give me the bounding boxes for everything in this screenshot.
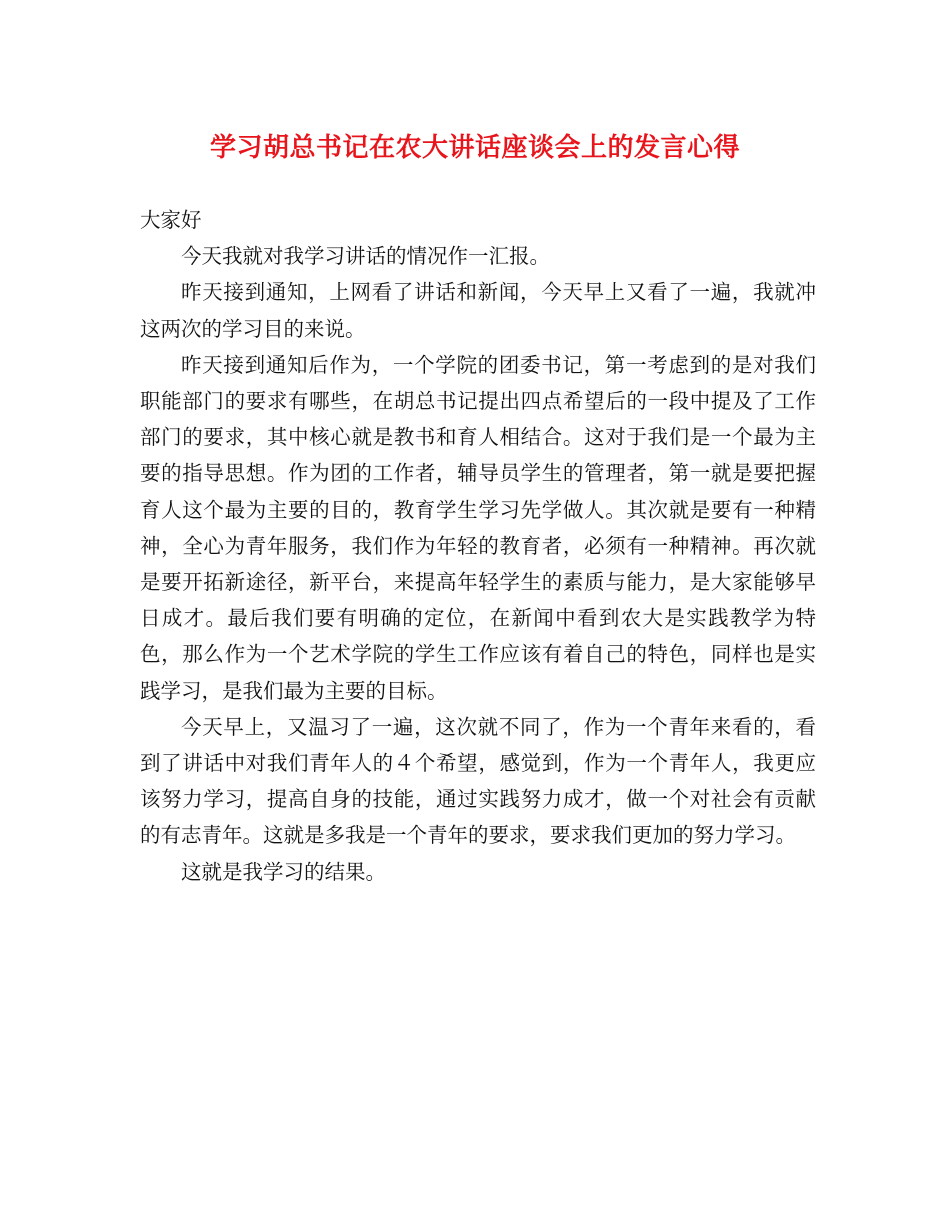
document-title: 学习胡总书记在农大讲话座谈会上的发言心得 (209, 133, 740, 163)
paragraph-5: 这就是我学习的结果。 (181, 859, 386, 884)
paragraph-1: 今天我就对我学习讲话的情况作一汇报。 (181, 244, 550, 269)
greeting: 大家好 (140, 208, 202, 232)
document-body (140, 202, 816, 890)
paragraph-4: 今天早上，又温习了一遍，这次就不同了，作为一个青年来看的，看到了讲话中对我们青年人的４个希望，感觉到，作为一个青年人，我更应该努力学习，提高自身的技能，通过实践努力成才，做一个对社会有贡献的有志青年。这就是多我是一个青年的要求，要求我们更加的努力学习。 (140, 714, 816, 848)
paragraph-3: 昨天接到通知后作为，一个学院的团委书记，第一考虑到的是对我们职能部门的要求有哪些，在胡总书记提出四点希望后的一段中提及了工作部门的要求，其中核心就是教书和育人相结合。这对于我们是一个最为主要的指导思想。作为团的工作者，辅导员学生的管理者，第一就是要把握育人这个最为主要的目的，教育学生学习先学做人。其次就是要有一种精神，全心为青年服务，我们作为年轻的教育者，必须有一种精神。再次就是要开拓新途径，新平台，来提高年轻学生的素质与能力，是大家能够早日成才。最后我们要有明确的定位，在新闻中看到农大是实践教学为特色，那么作为一个艺术学院的学生工作应该有着自己的特色，同样也是实践学习，是我们最为主要的目标。 (140, 352, 816, 703)
paragraph-2: 昨天接到通知，上网看了讲话和新闻，今天早上又看了一遍，我就冲这两次的学习目的来说。 (140, 280, 816, 341)
